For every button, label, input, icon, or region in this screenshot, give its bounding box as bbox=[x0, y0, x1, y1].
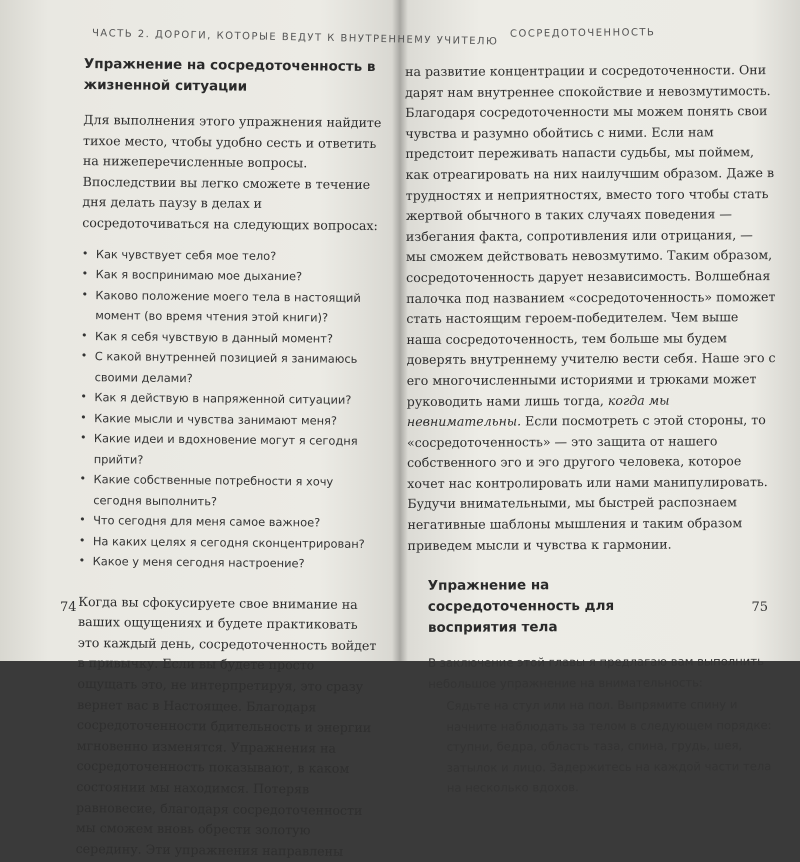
page-number-right: 75 bbox=[751, 600, 768, 615]
bullet-icon: • bbox=[79, 431, 87, 445]
section-title-right: Упражнение на сосредоточенность для восприятия тела bbox=[427, 577, 615, 637]
running-head-right: СОСРЕДОТОЧЕННОСТЬ bbox=[509, 27, 656, 40]
intro-paragraph: Для выполнения этого упражнения найдите тихое место, чтобы удобно сесть и ответить на нижеперечисленные вопросы. Впоследствии вы легко сможете в течение дня делать паузу в делах и сосредоточиваться на следующих вопросах: bbox=[82, 111, 382, 234]
exercise-body: Сядьте на стул или на пол. Выпрямите спину и начните наблюдать за телом в следующем порядке: ступни, бедра, область таза, спина, грудь, шея, затылок и лицо. Задержитесь на каждой части тела на несколько вдохов. bbox=[446, 697, 772, 796]
bullet-icon: • bbox=[80, 410, 87, 424]
right-page bbox=[400, 0, 800, 796]
left-page-content bbox=[76, 54, 384, 862]
bullet-icon: • bbox=[78, 554, 86, 568]
question-list bbox=[79, 244, 382, 575]
list-item: • Какие собственные потребности я хочу сегодня выполнить? bbox=[79, 469, 379, 513]
bullet-icon: • bbox=[79, 513, 86, 527]
list-item: • Как я воспринимаю мое дыхание? bbox=[82, 264, 382, 288]
list-item: • Как чувствует себя мое тело? bbox=[82, 244, 382, 268]
continuation-paragraph: на развитие концентрации и сосредоточенности. Они дарят нам внутреннее спокойствие и невозмутимость. Благодаря сосредоточенности мы можем понять свои чувства и разумно обойтись с ними. Если нам предстоит переживать напасти судьбы, мы поймем, как отреагировать на них наилучшим образом. Даже в трудностях и неприятностях, вместо того чтобы стать жертвой обычного в таких случаях поведения — избегания факта, сопротивления или отрицания, — мы сможем действовать невозмутимо. Таким образом, сосредоточенность дарует независимость. Волшебная палочка под названием «сосредоточенность» поможет стать настоящим героем-победителем. Чем выше наша сосредоточенность, тем больше мы будем доверять внутреннему учителю вести себя. Наше эго с его многочисленными историями и трюками может руководить нами лишь тогда, когда мы невнимательны. Если посмотреть с этой стороны, то «сосредоточенность» — это защита от нашего собственного эго и эго другого человека, которое хочет нас контролировать или нами манипулировать. Будучи внимательными, мы быстрей распознаем негативные шаблоны мышления и таким образом приведем мысли и чувства к гармонии. bbox=[405, 62, 776, 553]
bullet-icon: • bbox=[80, 328, 88, 342]
list-item: • Какие идеи и вдохновение могут я сегодня прийти? bbox=[80, 428, 380, 472]
right-page-content bbox=[405, 60, 779, 799]
page-number-left: 74 bbox=[60, 600, 77, 615]
bullet-icon: • bbox=[79, 472, 87, 486]
closing-paragraph: Когда вы сфокусируете свое внимание на ваших ощущениях и будете практиковать это каждый день, сосредоточенность войдет в привычку. Если вы будете просто ощущать это, не интерпретируя, это сразу вернет вас в Настоящее. Благодаря сосредоточенности бдительность и энергии мгновенно изменятся. Упражнения на сосредоточенность показывают, в каком состоянии мы находимся. Потеряв равновесие, благодаря сосредоточенности мы сможем вновь обрести золотую середину. Эти упражнения направлены bbox=[75, 593, 377, 859]
bullet-icon: • bbox=[81, 287, 89, 301]
exercise-intro: В заключение этой главы я предлагаю вам выполнить небольшое упражнение на внимательность: bbox=[428, 654, 764, 691]
bullet-icon: • bbox=[78, 533, 86, 547]
list-item: • Какие мысли и чувства занимают меня? bbox=[80, 408, 380, 432]
emphasis-text: когда мы невнимательны. bbox=[406, 392, 670, 430]
bullet-icon: • bbox=[81, 246, 89, 260]
list-item: • Какое у меня сегодня настроение? bbox=[79, 551, 379, 575]
list-item: • На каких целях я сегодня сконцентрирован? bbox=[79, 531, 379, 555]
bullet-icon: • bbox=[80, 349, 88, 363]
list-item: • Каково положение моего тела в настоящий момент (во время чтения этой книги)? bbox=[81, 285, 381, 329]
section-title-left: Упражнение на сосредоточенность в жизненной ситуации bbox=[83, 55, 376, 95]
bullet-icon: • bbox=[80, 390, 87, 404]
running-head-left: ЧАСТЬ 2. ДОРОГИ, КОТОРЫЕ ВЕДУТ К ВНУТРЕННЕМУ УЧИТЕЛЮ bbox=[91, 28, 499, 48]
list-item: • С какой внутренней позицией я занимаюсь своими делами? bbox=[81, 346, 381, 390]
list-item: • Что сегодня для меня самое важное? bbox=[79, 510, 379, 534]
bullet-icon: • bbox=[81, 267, 89, 281]
list-item: • Как я действую в напряженной ситуации? bbox=[80, 387, 380, 411]
list-item: • Как я себя чувствую в данный момент? bbox=[81, 326, 381, 350]
